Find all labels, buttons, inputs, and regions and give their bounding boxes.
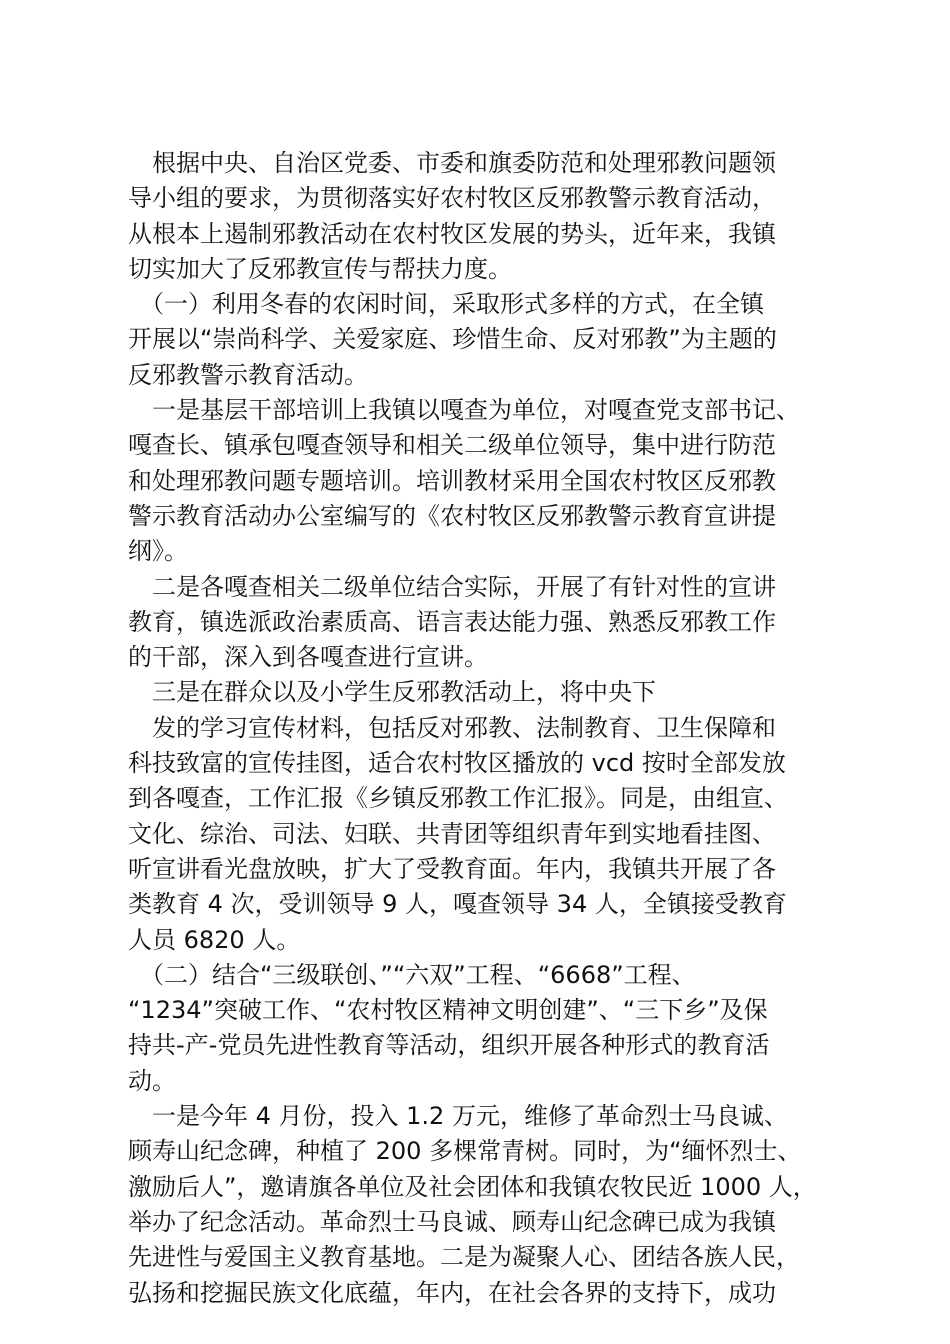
text-line: 二是各嘎查相关二级单位结合实际，开展了有针对性的宣讲 xyxy=(128,572,776,601)
text-line: 三是在群众以及小学生反邪教活动上，将中央下 xyxy=(128,678,656,707)
text-line: 和处理邪教问题专题培训。培训教材采用全国农村牧区反邪教 xyxy=(128,466,776,495)
text-line: 到各嘎查，工作汇报《乡镇反邪教工作汇报》。同是，由组宣、 xyxy=(128,784,788,813)
text-line: 举办了纪念活动。革命烈士马良诚、顾寿山纪念碑已成为我镇 xyxy=(128,1207,776,1236)
text-line: 发的学习宣传材料，包括反对邪教、法制教育、卫生保障和 xyxy=(128,713,776,742)
text-line: “1234”突破工作、“农村牧区精神文明创建”、“三下乡”及保 xyxy=(128,996,768,1025)
text-line: 科技致富的宣传挂图，适合农村牧区播放的 vcd 按时全部发放 xyxy=(128,749,786,778)
text-line: 动。 xyxy=(128,1066,176,1095)
text-line: 听宣讲看光盘放映，扩大了受教育面。年内，我镇共开展了各 xyxy=(128,854,776,883)
text-line: 警示教育活动办公室编写的《农村牧区反邪教警示教育宣讲提 xyxy=(128,501,776,530)
text-line: 从根本上遏制邪教活动在农村牧区发展的势头，近年来，我镇 xyxy=(128,219,776,248)
text-line: 持共-产-党员先进性教育等活动，组织开展各种形式的教育活 xyxy=(128,1031,770,1060)
text-line: 顾寿山纪念碑，种植了 200 多棵常青树。同时，为“缅怀烈士、 xyxy=(128,1137,802,1166)
text-line: 反邪教警示教育活动。 xyxy=(128,360,368,389)
text-line: 激励后人”，邀请旗各单位及社会团体和我镇农牧民近 1000 人， xyxy=(128,1172,817,1201)
text-line: （一）利用冬春的农闲时间，采取形式多样的方式，在全镇 xyxy=(128,290,764,319)
text-line: 的干部，深入到各嘎查进行宣讲。 xyxy=(128,643,488,672)
text-line: 人员 6820 人。 xyxy=(128,925,301,954)
text-line: 文化、综治、司法、妇联、共青团等组织青年到实地看挂图、 xyxy=(128,819,776,848)
text-line: 根据中央、自治区党委、市委和旗委防范和处理邪教问题领 xyxy=(128,149,776,177)
text-line: （二）结合“三级联创、”“六双”工程、“6668”工程、 xyxy=(128,960,696,989)
text-line: 教育，镇选派政治素质高、语言表达能力强、熟悉反邪教工作 xyxy=(128,607,776,636)
text-line: 弘扬和挖掘民族文化底蕴，年内，在社会各界的支持下，成功 xyxy=(128,1278,776,1307)
text-line: 一是基层干部培训上我镇以嘎查为单位，对嘎查党支部书记、 xyxy=(128,396,800,425)
document-body xyxy=(128,146,863,1311)
text-line: 一是今年 4 月份，投入 1.2 万元，维修了革命烈士马良诚、 xyxy=(128,1102,788,1131)
text-line: 先进性与爱国主义教育基地。二是为凝聚人心、团结各族人民， xyxy=(128,1243,800,1272)
text-line: 嘎查长、镇承包嘎查领导和相关二级单位领导，集中进行防范 xyxy=(128,431,776,460)
text-line: 导小组的要求，为贯彻落实好农村牧区反邪教警示教育活动， xyxy=(128,184,776,213)
text-line: 纲》。 xyxy=(128,537,188,566)
text-line: 开展以“崇尚科学、关爱家庭、珍惜生命、反对邪教”为主题的 xyxy=(128,325,777,354)
text-line: 类教育 4 次，受训领导 9 人，嘎查领导 34 人，全镇接受教育 xyxy=(128,890,787,919)
text-line: 切实加大了反邪教宣传与帮扶力度。 xyxy=(128,254,512,283)
